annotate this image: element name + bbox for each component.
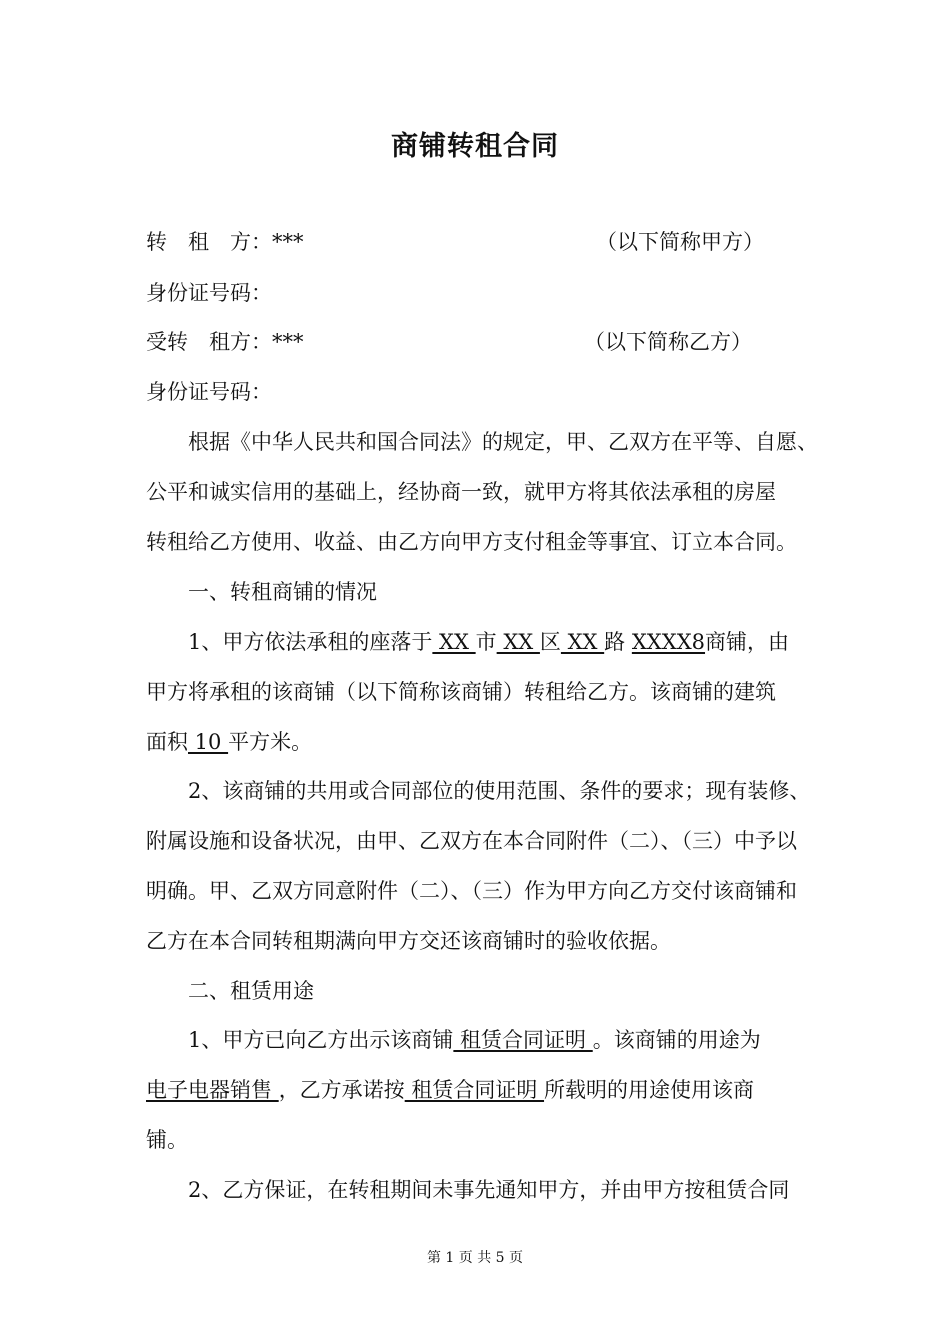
- number-field: XXXX8: [631, 630, 706, 654]
- party-b-id-label: 身份证号码：: [146, 380, 272, 404]
- intro-line-3: 转租给乙方使用、收益、由乙方向甲方支付租金等事宜、订立本合同。: [146, 530, 797, 554]
- road-label: 路: [604, 630, 632, 654]
- purpose-field: 电子电器销售: [146, 1078, 279, 1102]
- section-2-clause-2-line-1: 2、乙方保证，在转租期间未事先通知甲方，并由甲方按租赁合同: [188, 1178, 790, 1202]
- section-1-clause-1-line-3: [146, 727, 312, 757]
- clause-text: 所载明的用途使用该商: [544, 1078, 755, 1102]
- area-unit: 平方米。: [228, 730, 313, 754]
- section-2-clause-1-line-1: [188, 1025, 761, 1055]
- section-1-clause-2-line-2: 附属设施和设备状况，由甲、乙双方在本合同附件（二）、（三）中予以: [146, 829, 797, 853]
- area-label: 面积: [146, 730, 188, 754]
- page-footer: 第 1 页 共 5 页: [426, 1250, 524, 1266]
- section-1-clause-2-line-3: 明确。甲、乙双方同意附件（二）、（三）作为甲方向乙方交付该商铺和: [146, 879, 797, 903]
- party-a-note: （以下简称甲方）: [596, 230, 764, 254]
- clause-text: 商铺，由: [705, 630, 790, 654]
- party-b-note: （以下简称乙方）: [584, 330, 752, 354]
- party-a-id-label: 身份证号码：: [146, 281, 272, 305]
- intro-line-2: 公平和诚实信用的基础上，经协商一致，就甲方将其依法承租的房屋: [146, 480, 776, 504]
- road-field: XX: [560, 630, 605, 654]
- city-label: 市: [475, 630, 497, 654]
- section-1-clause-1-line-1: [188, 627, 789, 657]
- section-1-heading: 一、转租商铺的情况: [188, 580, 377, 604]
- section-2-heading: 二、租赁用途: [188, 979, 314, 1003]
- section-1-clause-2-line-4: 乙方在本合同转租期满向甲方交还该商铺时的验收依据。: [146, 929, 671, 953]
- district-label: 区: [539, 630, 561, 654]
- document-name-field: 租赁合同证明: [453, 1028, 593, 1052]
- section-2-clause-1-line-2: [146, 1075, 754, 1105]
- document-name-field-2: 租赁合同证明: [404, 1078, 545, 1102]
- clause-text: 1、甲方依法承租的座落于: [188, 630, 433, 654]
- party-b-line: [146, 327, 304, 357]
- intro-line-1: 根据《中华人民共和国合同法》的规定，甲、乙双方在平等、自愿、: [188, 430, 818, 454]
- section-1-clause-2-line-1: 2、该商铺的共用或合同部位的使用范围、条件的要求；现有装修、: [188, 779, 811, 803]
- party-a-label: 转 租 方：: [146, 230, 272, 254]
- party-a-value: ***: [272, 230, 304, 254]
- section-2-clause-1-line-3: 铺。: [146, 1128, 188, 1152]
- document-title: 商铺转租合同: [391, 131, 559, 162]
- clause-text: 1、甲方已向乙方出示该商铺: [188, 1028, 454, 1052]
- clause-text: ，乙方承诺按: [278, 1078, 405, 1102]
- party-a-line: [146, 227, 304, 257]
- area-field: 10: [188, 730, 229, 754]
- clause-text: 。该商铺的用途为: [592, 1028, 761, 1052]
- party-b-label: 受转 租方：: [146, 330, 272, 354]
- city-field: XX: [432, 630, 476, 654]
- party-b-value: ***: [272, 330, 304, 354]
- section-1-clause-1-line-2: 甲方将承租的该商铺（以下简称该商铺）转租给乙方。该商铺的建筑: [146, 680, 776, 704]
- district-field: XX: [496, 630, 540, 654]
